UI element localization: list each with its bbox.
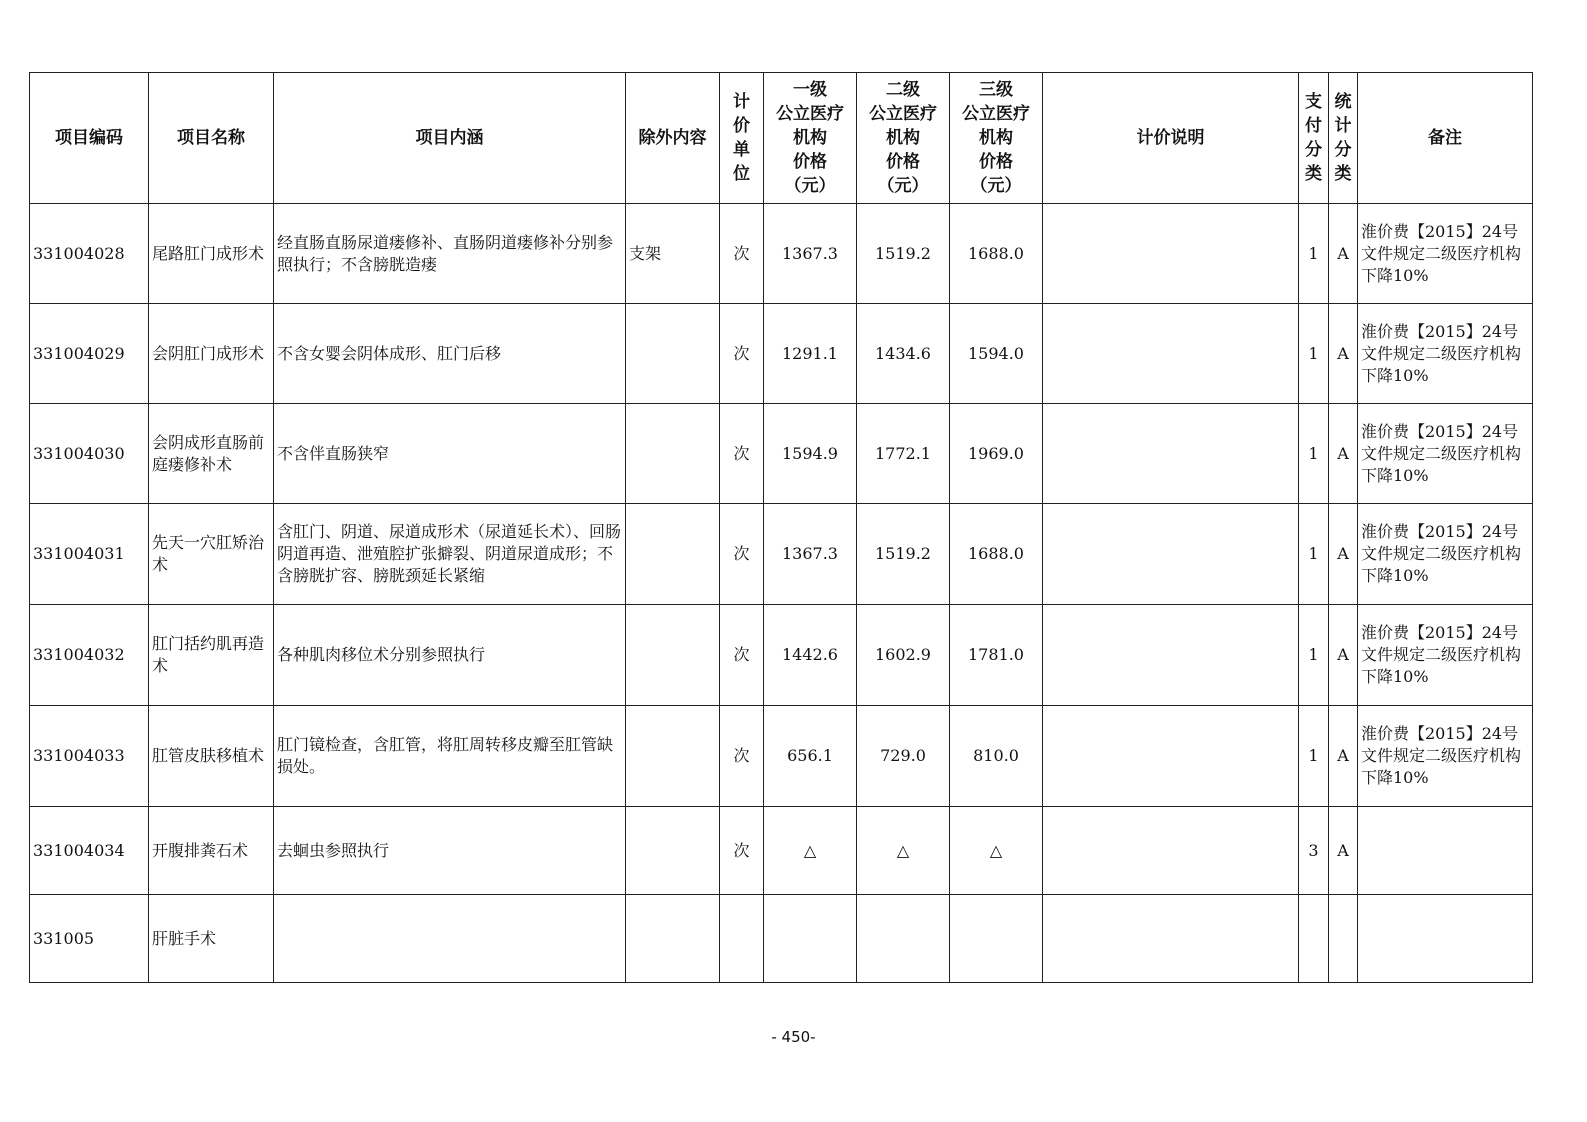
cell-exclude: [626, 504, 720, 605]
header-stat: 统计分类: [1329, 73, 1358, 204]
header-content: 项目内涵: [274, 73, 626, 204]
cell-unit: 次: [720, 706, 764, 807]
cell-desc: [1043, 895, 1299, 983]
cell-price-2: 1519.2: [857, 204, 950, 304]
header-price-level-1: 一级 公立医疗 机构 价格 （元）: [764, 73, 857, 204]
cell-price-3: △: [950, 807, 1043, 895]
cell-exclude: [626, 807, 720, 895]
cell-note: [1358, 807, 1533, 895]
header-exclude: 除外内容: [626, 73, 720, 204]
table-row: [30, 204, 1533, 304]
cell-unit: 次: [720, 605, 764, 706]
cell-code: 331004033: [30, 706, 149, 807]
table-row: [30, 706, 1533, 807]
cell-code: 331004032: [30, 605, 149, 706]
cell-code: 331004034: [30, 807, 149, 895]
cell-code: 331005: [30, 895, 149, 983]
cell-exclude: [626, 706, 720, 807]
cell-stat: A: [1329, 504, 1358, 605]
cell-desc: [1043, 304, 1299, 404]
cell-desc: [1043, 404, 1299, 504]
header-price-level-3: 三级 公立医疗 机构 价格 （元）: [950, 73, 1043, 204]
cell-price-3: 1688.0: [950, 504, 1043, 605]
cell-unit: 次: [720, 404, 764, 504]
cell-desc: [1043, 204, 1299, 304]
cell-stat: A: [1329, 304, 1358, 404]
cell-note: 淮价费【2015】24号文件规定二级医疗机构下降10%: [1358, 504, 1533, 605]
cell-stat: A: [1329, 204, 1358, 304]
cell-code: 331004031: [30, 504, 149, 605]
header-unit: 计价单位: [720, 73, 764, 204]
cell-unit: 次: [720, 807, 764, 895]
cell-content: 去蛔虫参照执行: [274, 807, 626, 895]
cell-unit: 次: [720, 304, 764, 404]
cell-code: 331004029: [30, 304, 149, 404]
cell-desc: [1043, 504, 1299, 605]
cell-name: 尾路肛门成形术: [149, 204, 274, 304]
cell-price-2: 1602.9: [857, 605, 950, 706]
cell-pay: 1: [1299, 304, 1329, 404]
cell-pay: 1: [1299, 605, 1329, 706]
cell-name: 先天一穴肛矫治术: [149, 504, 274, 605]
cell-price-1: 1594.9: [764, 404, 857, 504]
header-pay: 支付分类: [1299, 73, 1329, 204]
cell-pay: 1: [1299, 504, 1329, 605]
cell-content: 经直肠直肠尿道瘘修补、直肠阴道瘘修补分别参照执行；不含膀胱造瘘: [274, 204, 626, 304]
cell-desc: [1043, 605, 1299, 706]
page-number: - 450-: [771, 1028, 816, 1046]
cell-pay: 1: [1299, 204, 1329, 304]
cell-name: 会阴肛门成形术: [149, 304, 274, 404]
cell-desc: [1043, 807, 1299, 895]
cell-price-1: 656.1: [764, 706, 857, 807]
price-table: [29, 72, 1533, 983]
cell-name: 肛门括约肌再造术: [149, 605, 274, 706]
cell-price-3: 810.0: [950, 706, 1043, 807]
header-desc: 计价说明: [1043, 73, 1299, 204]
table-row: [30, 304, 1533, 404]
header-row: [30, 73, 1533, 204]
cell-price-1: △: [764, 807, 857, 895]
cell-unit: 次: [720, 504, 764, 605]
cell-price-1: [764, 895, 857, 983]
cell-pay: 3: [1299, 807, 1329, 895]
cell-price-3: 1969.0: [950, 404, 1043, 504]
cell-price-2: [857, 895, 950, 983]
table-row: [30, 807, 1533, 895]
header-code: 项目编码: [30, 73, 149, 204]
cell-pay: [1299, 895, 1329, 983]
cell-price-1: 1291.1: [764, 304, 857, 404]
cell-exclude: [626, 895, 720, 983]
table-row: [30, 895, 1533, 983]
cell-unit: 次: [720, 204, 764, 304]
cell-price-3: [950, 895, 1043, 983]
cell-exclude: 支架: [626, 204, 720, 304]
cell-note: 淮价费【2015】24号文件规定二级医疗机构下降10%: [1358, 304, 1533, 404]
cell-price-3: 1781.0: [950, 605, 1043, 706]
cell-price-2: 1519.2: [857, 504, 950, 605]
cell-note: 淮价费【2015】24号文件规定二级医疗机构下降10%: [1358, 605, 1533, 706]
table-row: [30, 605, 1533, 706]
cell-stat: [1329, 895, 1358, 983]
cell-pay: 1: [1299, 404, 1329, 504]
cell-exclude: [626, 304, 720, 404]
cell-content: 各种肌肉移位术分别参照执行: [274, 605, 626, 706]
cell-content: 肛门镜检查，含肛管，将肛周转移皮瓣至肛管缺损处。: [274, 706, 626, 807]
cell-content: [274, 895, 626, 983]
cell-name: 开腹排粪石术: [149, 807, 274, 895]
cell-price-3: 1594.0: [950, 304, 1043, 404]
cell-price-1: 1367.3: [764, 204, 857, 304]
header-price-level-2: 二级 公立医疗 机构 价格 （元）: [857, 73, 950, 204]
cell-price-1: 1442.6: [764, 605, 857, 706]
header-name: 项目名称: [149, 73, 274, 204]
cell-price-1: 1367.3: [764, 504, 857, 605]
cell-unit: [720, 895, 764, 983]
cell-price-2: 729.0: [857, 706, 950, 807]
cell-name: 肛管皮肤移植术: [149, 706, 274, 807]
cell-exclude: [626, 404, 720, 504]
header-note: 备注: [1358, 73, 1533, 204]
cell-name: 会阴成形直肠前庭瘘修补术: [149, 404, 274, 504]
cell-content: 不含伴直肠狭窄: [274, 404, 626, 504]
cell-price-2: 1434.6: [857, 304, 950, 404]
cell-stat: A: [1329, 706, 1358, 807]
cell-content: 不含女婴会阴体成形、肛门后移: [274, 304, 626, 404]
cell-stat: A: [1329, 404, 1358, 504]
cell-note: 淮价费【2015】24号文件规定二级医疗机构下降10%: [1358, 204, 1533, 304]
cell-content: 含肛门、阴道、尿道成形术（尿道延长术）、回肠阴道再造、泄殖腔扩张擗裂、阴道尿道成形；不含膀胱扩容、膀胱颈延长紧缩: [274, 504, 626, 605]
table-row: [30, 504, 1533, 605]
cell-note: 淮价费【2015】24号文件规定二级医疗机构下降10%: [1358, 404, 1533, 504]
cell-exclude: [626, 605, 720, 706]
cell-stat: A: [1329, 807, 1358, 895]
cell-price-2: △: [857, 807, 950, 895]
table-row: [30, 404, 1533, 504]
cell-price-3: 1688.0: [950, 204, 1043, 304]
cell-stat: A: [1329, 605, 1358, 706]
cell-code: 331004030: [30, 404, 149, 504]
cell-note: 淮价费【2015】24号文件规定二级医疗机构下降10%: [1358, 706, 1533, 807]
cell-price-2: 1772.1: [857, 404, 950, 504]
cell-desc: [1043, 706, 1299, 807]
cell-name: 肝脏手术: [149, 895, 274, 983]
cell-code: 331004028: [30, 204, 149, 304]
cell-pay: 1: [1299, 706, 1329, 807]
cell-note: [1358, 895, 1533, 983]
